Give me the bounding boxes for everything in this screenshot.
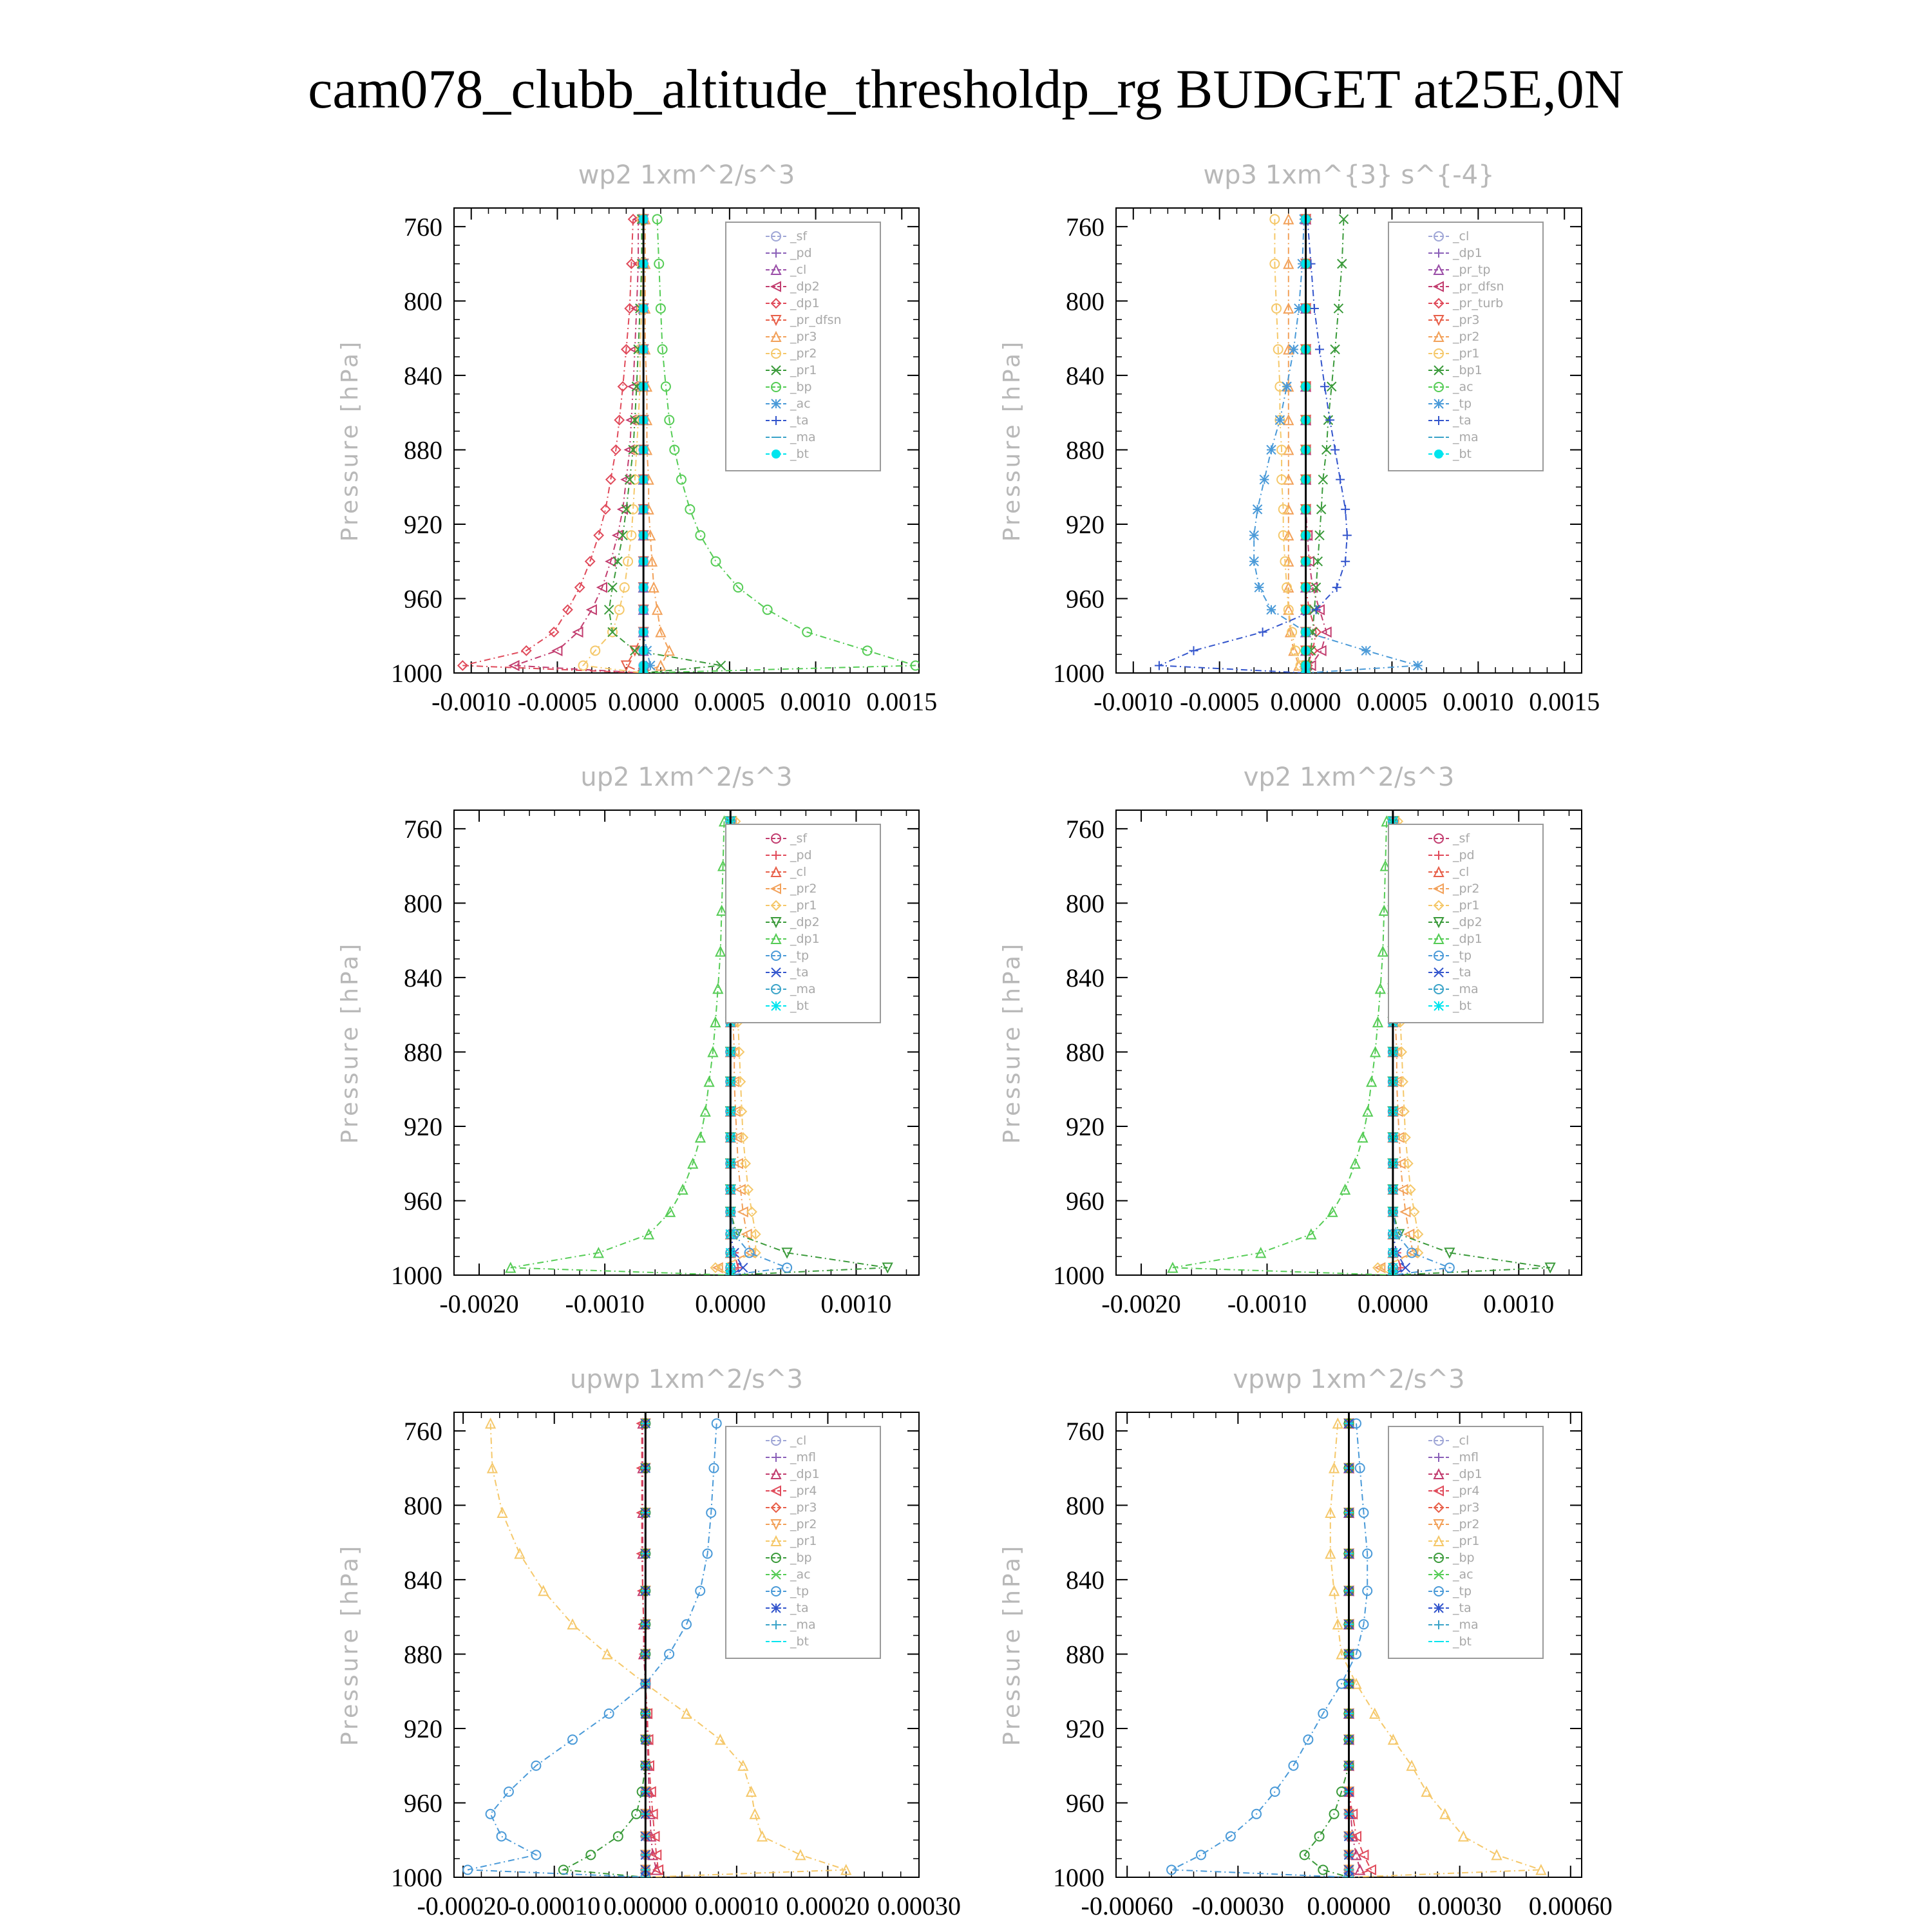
x-tick-label: -0.00020 xyxy=(417,1891,509,1920)
data-point xyxy=(1289,345,1298,354)
legend-entry: _ac xyxy=(1453,380,1473,394)
data-point xyxy=(665,646,674,655)
legend-entry: _cl xyxy=(1453,865,1470,879)
x-tick-label: 0.00000 xyxy=(1307,1891,1391,1920)
y-tick-label: 1000 xyxy=(1053,659,1104,688)
data-point xyxy=(1492,1850,1501,1859)
y-axis-label: Pressure [hPa] xyxy=(999,941,1025,1144)
x-tick-label: -0.00060 xyxy=(1081,1891,1173,1920)
y-axis-label: Pressure [hPa] xyxy=(999,339,1025,542)
y-tick-label: 760 xyxy=(1066,1416,1104,1446)
legend-entry: _pr1 xyxy=(1453,346,1480,361)
x-tick-label: -0.0010 xyxy=(1227,1289,1307,1318)
legend-entry: _dp1 xyxy=(1453,932,1482,946)
data-point xyxy=(1441,1810,1450,1819)
y-tick-label: 920 xyxy=(404,1112,442,1141)
legend-entry: _bp xyxy=(790,1551,812,1565)
series-line-dp2 xyxy=(515,219,644,673)
legend-entry: _pd xyxy=(790,848,812,862)
panel-title: upwp 1xm^2/s^3 xyxy=(570,1365,803,1394)
x-tick-label: -0.00010 xyxy=(508,1891,601,1920)
legend-entry: _dp1 xyxy=(790,296,820,310)
legend-entry: _tp xyxy=(1453,949,1472,963)
x-tick-label: 0.0005 xyxy=(1356,687,1428,716)
y-tick-label: 840 xyxy=(1066,361,1104,390)
data-point xyxy=(677,475,686,484)
legend-entry: _mfl xyxy=(790,1450,816,1464)
y-tick-label: 960 xyxy=(1066,584,1104,614)
legend-entry: _cl xyxy=(790,263,807,277)
y-axis-label: Pressure [hPa] xyxy=(337,941,363,1144)
data-point xyxy=(1341,505,1350,514)
legend-entry: _bt xyxy=(1453,447,1472,461)
data-point xyxy=(486,1810,495,1819)
legend-marker xyxy=(772,1604,781,1613)
y-tick-label: 880 xyxy=(404,1640,442,1669)
y-tick-label: 760 xyxy=(1066,814,1104,844)
x-tick-label: 0.0010 xyxy=(820,1289,892,1318)
y-tick-label: 840 xyxy=(1066,963,1104,992)
legend-marker xyxy=(1434,399,1443,408)
legend-entry: _pr2 xyxy=(1453,1517,1480,1531)
legend-entry: _ac xyxy=(790,397,811,411)
legend-entry: _ta xyxy=(790,965,809,980)
chart-panel-6 xyxy=(999,1365,1613,1920)
legend-entry: _ta xyxy=(1453,1601,1472,1615)
y-tick-label: 880 xyxy=(1066,435,1104,465)
data-point xyxy=(1249,557,1258,566)
chart-panel-3 xyxy=(337,762,919,1318)
legend xyxy=(726,824,880,1023)
y-tick-label: 880 xyxy=(404,1037,442,1067)
data-point xyxy=(1189,646,1198,655)
x-tick-label: -0.0010 xyxy=(1094,687,1173,716)
legend-entry: _pr3 xyxy=(1453,313,1480,327)
chart-panel-4 xyxy=(999,762,1582,1318)
data-point xyxy=(1315,1832,1324,1841)
legend-entry: _tp xyxy=(790,1584,810,1598)
series-group xyxy=(1155,208,1423,677)
data-point xyxy=(621,661,630,670)
data-point xyxy=(605,1709,614,1718)
data-point xyxy=(1341,557,1350,566)
legend-marker xyxy=(772,1001,781,1010)
legend-entry: _pr2 xyxy=(1453,882,1480,896)
x-tick-label: 0.0010 xyxy=(780,687,851,716)
y-tick-label: 800 xyxy=(404,889,442,918)
legend xyxy=(1388,824,1543,1023)
chart-panel-2 xyxy=(999,160,1600,716)
legend-entry: _pr2 xyxy=(790,1517,817,1531)
legend-entry: _pr3 xyxy=(1453,1501,1480,1515)
data-point xyxy=(696,1586,705,1595)
y-tick-label: 840 xyxy=(404,1565,442,1595)
legend xyxy=(1388,1426,1543,1658)
y-tick-label: 800 xyxy=(404,1491,442,1520)
x-tick-label: 0.00030 xyxy=(1417,1891,1502,1920)
legend-entry: _ma xyxy=(1453,1618,1479,1632)
legend-entry: _cl xyxy=(790,1434,807,1448)
y-tick-label: 920 xyxy=(404,509,442,539)
legend-entry: _pr4 xyxy=(790,1484,817,1498)
data-point xyxy=(758,1832,767,1841)
legend-marker xyxy=(1434,450,1443,459)
y-tick-label: 800 xyxy=(1066,1491,1104,1520)
legend-entry: _ma xyxy=(1453,430,1479,444)
data-point xyxy=(665,1649,674,1658)
legend-entry: _ac xyxy=(790,1567,811,1582)
legend-entry: _sf xyxy=(1453,831,1470,846)
legend xyxy=(726,222,880,471)
y-tick-label: 920 xyxy=(404,1714,442,1743)
y-tick-label: 880 xyxy=(404,435,442,465)
x-tick-label: -0.00030 xyxy=(1191,1891,1285,1920)
y-tick-label: 800 xyxy=(1066,287,1104,316)
data-point xyxy=(1343,531,1352,540)
x-tick-label: 0.00030 xyxy=(877,1891,961,1920)
x-tick-label: 0.0015 xyxy=(866,687,938,716)
data-point xyxy=(1325,415,1334,424)
legend-entry: _bt xyxy=(790,999,810,1013)
data-point xyxy=(1267,605,1276,614)
x-tick-label: -0.0010 xyxy=(431,687,511,716)
legend-entry: _dp1 xyxy=(790,1467,820,1481)
panel-title: wp3 1xm^{3} s^{-4} xyxy=(1203,160,1495,190)
legend-entry: _cl xyxy=(790,865,807,879)
legend-entry: _bp xyxy=(790,380,812,394)
legend-entry: _ta xyxy=(1453,965,1472,980)
data-point xyxy=(587,605,596,614)
data-point xyxy=(863,646,872,655)
y-tick-label: 1000 xyxy=(1053,1863,1104,1892)
data-point xyxy=(1282,382,1291,391)
x-tick-label: 0.0010 xyxy=(1443,687,1514,716)
y-tick-label: 960 xyxy=(404,1186,442,1216)
y-tick-label: 840 xyxy=(404,361,442,390)
data-point xyxy=(682,1709,691,1718)
legend-entry: _pd xyxy=(1453,848,1475,862)
data-point xyxy=(1317,646,1326,655)
legend-entry: _pr_tp xyxy=(1453,263,1491,277)
legend-entry: _ta xyxy=(790,1601,809,1615)
data-point xyxy=(1414,661,1423,670)
data-point xyxy=(594,531,603,540)
y-tick-label: 920 xyxy=(1066,509,1104,539)
legend-marker xyxy=(772,450,781,459)
legend-entry: _ma xyxy=(790,1618,816,1632)
y-tick-label: 760 xyxy=(404,814,442,844)
series-line-bp1 xyxy=(1306,219,1344,673)
x-tick-label: 0.0010 xyxy=(1483,1289,1555,1318)
y-tick-label: 920 xyxy=(1066,1714,1104,1743)
y-tick-label: 800 xyxy=(1066,889,1104,918)
x-tick-label: 0.00020 xyxy=(786,1891,870,1920)
legend-entry: _pr4 xyxy=(1453,1484,1480,1498)
data-point xyxy=(605,605,614,614)
chart-panel-5 xyxy=(337,1365,961,1920)
x-tick-label: 0.0000 xyxy=(608,687,679,716)
x-tick-label: 0.0000 xyxy=(695,1289,766,1318)
legend-entry: _bt xyxy=(1453,999,1472,1013)
data-point xyxy=(1310,304,1319,313)
legend-entry: _tp xyxy=(790,949,810,963)
y-tick-label: 960 xyxy=(404,584,442,614)
legend-entry: _ac xyxy=(1453,1567,1473,1582)
y-tick-label: 960 xyxy=(404,1788,442,1818)
series-line-bp xyxy=(564,1423,645,1877)
series-line-tp xyxy=(468,1423,716,1877)
panel-title: wp2 1xm^2/s^3 xyxy=(578,160,795,190)
y-tick-label: 1000 xyxy=(391,659,442,688)
y-tick-label: 760 xyxy=(404,1416,442,1446)
x-tick-label: 0.00010 xyxy=(694,1891,779,1920)
y-tick-label: 1000 xyxy=(391,1863,442,1892)
legend-entry: _dp1 xyxy=(790,932,820,946)
data-point xyxy=(1361,646,1370,655)
page-title: cam078_clubb_altitude_thresholdp_rg BUDGET at25E,0N xyxy=(308,58,1624,120)
legend-entry: _pr3 xyxy=(790,330,817,344)
legend-entry: _dp2 xyxy=(790,279,820,294)
data-point xyxy=(1197,1850,1206,1859)
legend-entry: _pr_dfsn xyxy=(1453,279,1504,294)
series-line-pr1 xyxy=(609,219,721,673)
y-axis-label: Pressure [hPa] xyxy=(999,1543,1025,1747)
data-point xyxy=(1255,583,1264,592)
x-tick-label: 0.0000 xyxy=(1270,687,1341,716)
legend-marker xyxy=(1434,1001,1443,1010)
y-tick-label: 840 xyxy=(1066,1565,1104,1595)
x-tick-label: -0.0005 xyxy=(517,687,598,716)
data-point xyxy=(1253,505,1262,514)
y-tick-label: 960 xyxy=(1066,1186,1104,1216)
data-point xyxy=(1336,475,1345,484)
data-point xyxy=(553,646,562,655)
x-tick-label: -0.0020 xyxy=(439,1289,519,1318)
series-line-dp1 xyxy=(1173,821,1393,1275)
data-point xyxy=(1155,661,1164,670)
series-line-dp1 xyxy=(511,821,731,1275)
legend-entry: _ma xyxy=(1453,982,1479,996)
data-point xyxy=(653,605,662,614)
y-axis-label: Pressure [hPa] xyxy=(337,1543,363,1747)
legend-entry: _bp xyxy=(1453,1551,1475,1565)
data-point xyxy=(696,531,705,540)
data-point xyxy=(1407,1761,1416,1770)
x-tick-label: 0.0015 xyxy=(1529,687,1600,716)
legend-marker xyxy=(772,399,781,408)
legend-entry: _dp2 xyxy=(790,915,820,929)
legend-entry: _pr1 xyxy=(790,898,817,913)
legend-entry: _cl xyxy=(1453,1434,1470,1448)
data-point xyxy=(1275,415,1284,424)
legend-entry: _ma xyxy=(790,982,816,996)
series-line-ta xyxy=(1159,219,1347,673)
data-point xyxy=(615,605,624,614)
data-point xyxy=(497,1832,506,1841)
series-line-tp xyxy=(1171,1423,1367,1877)
legend-entry: _bt xyxy=(790,1634,810,1649)
data-point xyxy=(1267,445,1276,454)
legend-entry: _sf xyxy=(790,229,808,243)
data-point xyxy=(711,557,720,566)
legend-entry: _pr2 xyxy=(1453,330,1480,344)
data-point xyxy=(750,1810,759,1819)
legend-entry: _ta xyxy=(790,413,809,428)
data-point xyxy=(1318,1865,1327,1874)
legend-entry: _dp2 xyxy=(1453,915,1482,929)
legend xyxy=(726,1426,880,1658)
y-tick-label: 920 xyxy=(1066,1112,1104,1141)
legend-entry: _pr1 xyxy=(790,1534,817,1548)
data-point xyxy=(1260,475,1269,484)
data-point xyxy=(504,1787,513,1796)
data-point xyxy=(1249,531,1258,540)
legend-entry: _bp1 xyxy=(1453,363,1482,377)
y-tick-label: 1000 xyxy=(391,1261,442,1290)
data-point xyxy=(614,1832,623,1841)
x-tick-label: -0.0010 xyxy=(565,1289,645,1318)
data-point xyxy=(1332,583,1341,592)
legend-entry: _ma xyxy=(790,430,816,444)
legend-entry: _cl xyxy=(1453,229,1470,243)
y-tick-label: 760 xyxy=(1066,212,1104,242)
chart-panel-1 xyxy=(337,160,937,716)
data-point xyxy=(796,1850,805,1859)
data-point xyxy=(632,1810,641,1819)
data-point xyxy=(603,1649,612,1658)
y-tick-label: 880 xyxy=(1066,1640,1104,1669)
legend-marker xyxy=(1434,1604,1443,1613)
legend-entry: _pr2 xyxy=(790,346,817,361)
y-tick-label: 840 xyxy=(404,963,442,992)
data-point xyxy=(539,1586,548,1595)
y-tick-label: 960 xyxy=(1066,1788,1104,1818)
x-tick-label: 0.0005 xyxy=(694,687,765,716)
legend-entry: _mfl xyxy=(1453,1450,1479,1464)
x-tick-label: 0.00060 xyxy=(1528,1891,1613,1920)
y-tick-label: 760 xyxy=(404,212,442,242)
data-point xyxy=(1422,1787,1431,1796)
data-point xyxy=(515,1549,524,1558)
legend-entry: _pr1 xyxy=(1453,1534,1480,1548)
y-tick-label: 1000 xyxy=(1053,1261,1104,1290)
legend xyxy=(1388,222,1543,471)
legend-entry: _pr_turb xyxy=(1453,296,1504,310)
legend-entry: _pd xyxy=(790,246,812,260)
legend-entry: _tp xyxy=(1453,1584,1472,1598)
legend-entry: _bt xyxy=(790,447,810,461)
data-point xyxy=(1258,627,1267,636)
data-point xyxy=(763,605,772,614)
x-tick-label: 0.00000 xyxy=(603,1891,688,1920)
legend-entry: _bt xyxy=(1453,1634,1472,1649)
x-tick-label: -0.0020 xyxy=(1101,1289,1181,1318)
data-point xyxy=(1331,445,1340,454)
y-tick-label: 800 xyxy=(404,287,442,316)
legend-entry: _pr2 xyxy=(790,882,817,896)
legend-entry: _ta xyxy=(1453,413,1472,428)
data-point xyxy=(1459,1832,1468,1841)
legend-entry: _dp1 xyxy=(1453,1467,1482,1481)
x-tick-label: -0.0005 xyxy=(1180,687,1260,716)
legend-entry: _dp1 xyxy=(1453,246,1482,260)
x-tick-label: 0.0000 xyxy=(1357,1289,1428,1318)
legend-entry: _pr3 xyxy=(790,1501,817,1515)
legend-entry: _pr1 xyxy=(790,363,817,377)
legend-entry: _sf xyxy=(790,831,808,846)
legend-entry: _tp xyxy=(1453,397,1472,411)
panel-title: vpwp 1xm^2/s^3 xyxy=(1233,1365,1465,1394)
panel-title: vp2 1xm^2/s^3 xyxy=(1243,762,1455,792)
legend-entry: _pr1 xyxy=(1453,898,1480,913)
panel-title: up2 1xm^2/s^3 xyxy=(580,762,793,792)
legend-entry: _pr_dfsn xyxy=(790,313,842,327)
data-point xyxy=(1315,345,1324,354)
y-tick-label: 880 xyxy=(1066,1037,1104,1067)
y-axis-label: Pressure [hPa] xyxy=(337,339,363,542)
